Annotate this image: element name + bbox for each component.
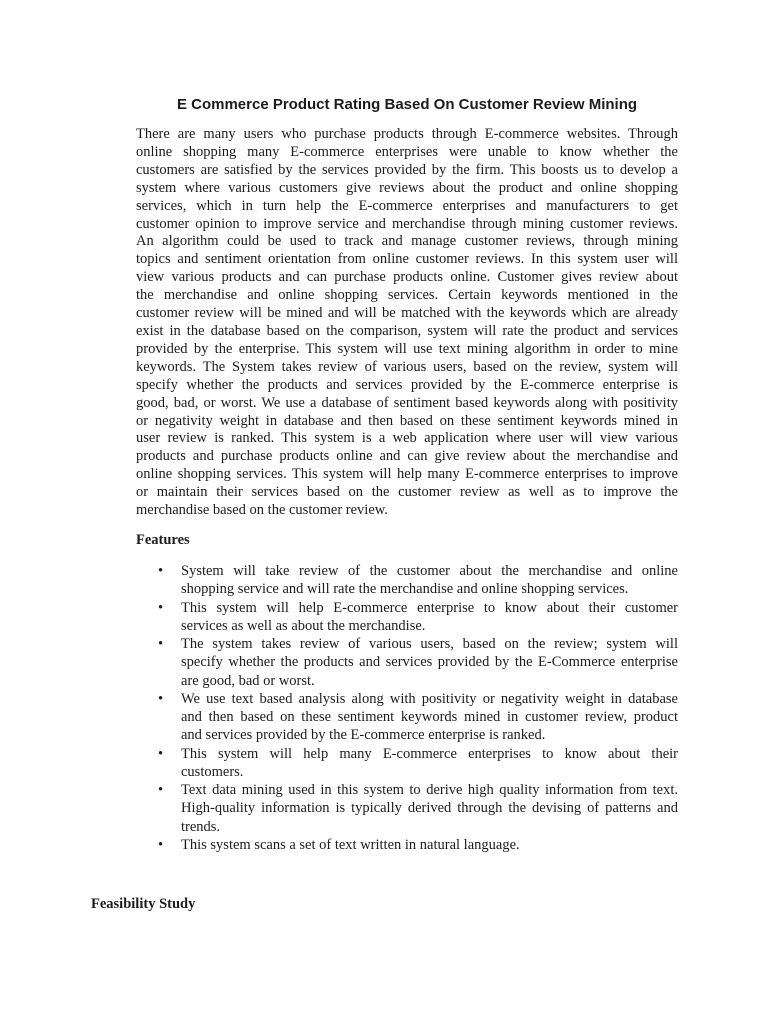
feature-text	[181, 781, 678, 836]
paragraph-line: good, bad, or worst. We use a database of sentiment based keywords along with positivity	[136, 394, 678, 411]
feature-list-item	[136, 836, 678, 854]
bullet-marker: •	[158, 599, 164, 616]
feature-list-item	[136, 599, 678, 636]
paragraph-line: online shopping services. This system will help many E-commerce enterprises to improve	[136, 466, 678, 483]
bullet-marker: •	[158, 563, 164, 579]
feature-text	[181, 836, 678, 854]
feature-line: This system will help many E-commerce enterprises to know about their	[181, 745, 678, 762]
paragraph-line: exist in the database based on the comparison, system will rate the product and services	[136, 322, 678, 339]
paragraph-line: or negativity weight in database and then based on these sentiment keywords mined in	[136, 412, 678, 429]
features-list	[136, 562, 678, 854]
feature-list-item	[136, 635, 678, 690]
paragraph-line: online shopping many E-commerce enterprises were unable to know whether the	[136, 143, 678, 160]
feature-line: specify whether the products and services provided by the E-Commerce enterprise	[181, 654, 678, 671]
paragraph-line: merchandise based on the customer review.	[136, 502, 388, 519]
paragraph-line: specify whether the products and services provided by the E-commerce enterprise is	[136, 376, 678, 393]
feature-list-item	[136, 562, 678, 599]
feature-line: shopping service and will rate the merchandise and online shopping services.	[181, 581, 629, 598]
bullet-marker: •	[158, 690, 164, 707]
paragraph-line: view various products and can purchase products online. Customer gives review about	[136, 269, 678, 286]
feature-line: and then based on these sentiment keywords mined in customer review, product	[181, 709, 678, 726]
paragraph-line: topics and sentiment orientation from online customer reviews. In this system user will	[136, 251, 678, 268]
feature-line: We use text based analysis along with positivity or negativity weight in database	[181, 690, 678, 707]
feature-text	[181, 635, 678, 690]
paragraph-line: There are many users who purchase products through E-commerce websites. Through	[136, 126, 678, 142]
bullet-marker: •	[158, 745, 164, 762]
paragraph-line: keywords. The System takes review of various users, based on the review, system will	[136, 358, 678, 375]
bullet-marker: •	[158, 836, 164, 853]
feature-line: and services provided by the E-commerce enterprise is ranked.	[181, 727, 546, 744]
feature-line: trends.	[181, 818, 221, 835]
feature-line: This system will help E-commerce enterprise to know about their customer	[181, 599, 678, 616]
paragraph-line: services, which in turn help the E-commerce enterprises and manufacturers to get	[136, 197, 678, 214]
document-title: E Commerce Product Rating Based On Customer Review Mining	[176, 96, 638, 113]
feature-text	[181, 690, 678, 745]
paragraph-line: customer opinion to improve service and merchandise through mining customer reviews.	[136, 215, 678, 232]
paragraph-line: user review is ranked. This system is a web application where user will view various	[136, 430, 678, 447]
paragraph-line: An algorithm could be used to track and manage customer reviews, through mining	[136, 233, 678, 250]
feature-list-item	[136, 781, 678, 836]
feasibility-study-heading: Feasibility Study	[91, 896, 196, 912]
feature-list-item	[136, 745, 678, 782]
feature-line: System will take review of the customer about the merchandise and online	[181, 563, 678, 579]
feature-text	[181, 745, 678, 782]
paragraph-line: or maintain their services based on the customer review as well as to improve the	[136, 484, 678, 501]
feature-line: customers.	[181, 763, 244, 780]
feature-text	[181, 562, 678, 599]
feature-list-item	[136, 690, 678, 745]
feature-text	[181, 599, 678, 636]
paragraph-line: customer review will be mined and will be matched with the keywords which are already	[136, 305, 678, 322]
intro-paragraph	[136, 126, 678, 520]
feature-line: services as well as about the merchandise.	[181, 617, 426, 634]
feature-line: Text data mining used in this system to derive high quality information from text.	[181, 782, 678, 799]
features-heading: Features	[136, 532, 190, 548]
paragraph-line: provided by the enterprise. This system will use text mining algorithm in order to mine	[136, 340, 678, 357]
bullet-marker: •	[158, 782, 164, 799]
feature-line: The system takes review of various users, based on the review; system will	[181, 636, 678, 653]
paragraph-line: system where various customers give reviews about the product and online shopping	[136, 179, 678, 196]
paragraph-line: the merchandise and online shopping services. Certain keywords mentioned in the	[136, 287, 678, 304]
feature-line: are good, bad or worst.	[181, 672, 315, 689]
paragraph-line: customers are satisfied by the services provided by the firm. This boosts us to develop a	[136, 161, 678, 178]
bullet-marker: •	[158, 636, 164, 653]
paragraph-line: products and purchase products online and can give review about the merchandise and	[136, 448, 678, 465]
feature-line: This system scans a set of text written in natural language.	[181, 836, 520, 853]
feature-line: High-quality information is typically derived through the devising of patterns and	[181, 800, 678, 817]
